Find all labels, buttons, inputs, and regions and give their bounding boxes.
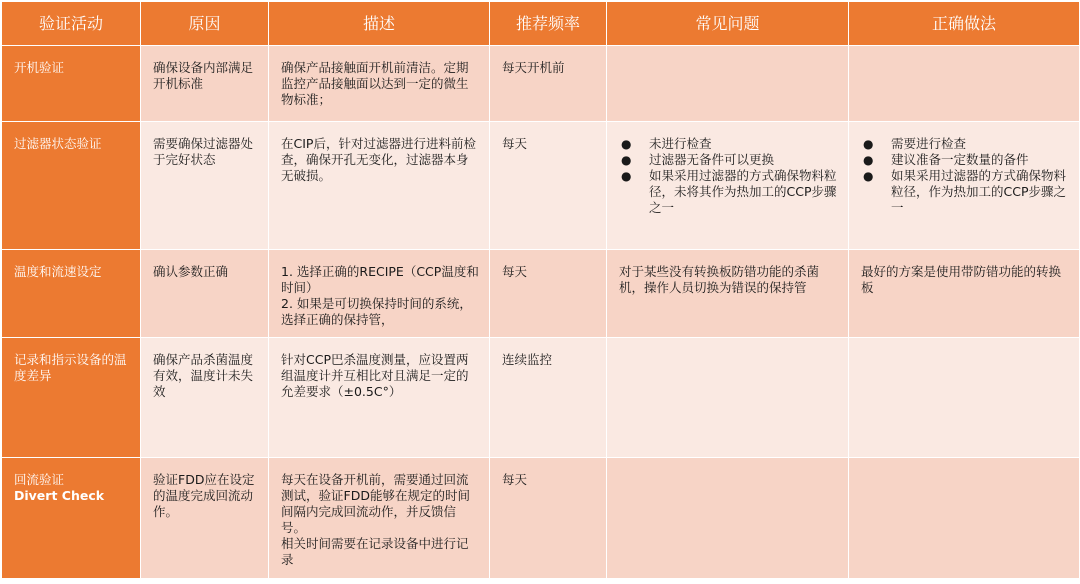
activity-line: Divert Check bbox=[14, 488, 105, 503]
table-row bbox=[2, 46, 1080, 122]
activity-cell bbox=[2, 122, 141, 250]
header-reason: 原因 bbox=[141, 2, 269, 46]
table-row bbox=[2, 122, 1080, 250]
frequency-text: 连续监控 bbox=[502, 352, 553, 367]
issue-item-text: 未进行检查 bbox=[649, 136, 712, 151]
reason-text: 验证FDD应在设定的温度完成回流动作。 bbox=[153, 472, 255, 519]
issue-item-text: 如果采用过滤器的方式确保物料粒径，未将其作为热加工的CCP步骤之一 bbox=[649, 168, 837, 215]
description-line: 2. 如果是可切换保持时间的系统，选择正确的保持管， bbox=[281, 296, 472, 327]
practice-item-text: 需要进行检查 bbox=[891, 136, 967, 151]
issue-text bbox=[607, 458, 848, 472]
frequency-cell bbox=[490, 122, 607, 250]
issue-cell bbox=[607, 122, 849, 250]
description-text: 针对CCP巴杀温度测量，应设置两组温度计并互相比对且满足一定的允差要求（±0.5C°） bbox=[281, 352, 469, 399]
reason-cell bbox=[141, 250, 269, 338]
description-cell bbox=[269, 338, 490, 458]
list-item bbox=[861, 152, 1069, 168]
issue-list bbox=[619, 136, 838, 216]
header-row bbox=[2, 2, 1080, 46]
reason-cell bbox=[141, 338, 269, 458]
activity-cell bbox=[2, 250, 141, 338]
header-frequency: 推荐频率 bbox=[490, 2, 607, 46]
activity-text: 记录和指示设备的温度差异 bbox=[14, 352, 127, 383]
description-cell bbox=[269, 122, 490, 250]
table-row bbox=[2, 338, 1080, 458]
activity-text: 开机验证 bbox=[14, 60, 65, 75]
issue-text bbox=[607, 338, 848, 352]
issue-cell bbox=[607, 338, 849, 458]
practice-cell bbox=[849, 122, 1080, 250]
reason-text: 确保产品杀菌温度有效，温度计未失效 bbox=[153, 352, 254, 399]
bullet-icon: ● bbox=[863, 169, 874, 183]
practice-cell bbox=[849, 46, 1080, 122]
reason-cell bbox=[141, 122, 269, 250]
description-line: 1. 选择正确的RECIPE（CCP温度和时间） bbox=[281, 264, 479, 295]
frequency-cell bbox=[490, 250, 607, 338]
bullet-icon: ● bbox=[621, 137, 632, 151]
activity-line: 回流验证 bbox=[14, 472, 65, 487]
issue-text bbox=[607, 46, 848, 60]
description-text: 确保产品接触面开机前清洁。定期监控产品接触面以达到一定的微生物标准； bbox=[281, 60, 469, 107]
issue-cell bbox=[607, 46, 849, 122]
reason-text: 确保设备内部满足开机标准 bbox=[153, 60, 254, 91]
reason-text: 确认参数正确 bbox=[153, 264, 229, 279]
header-common-issues: 常见问题 bbox=[607, 2, 849, 46]
description-line: 每天在设备开机前，需要通过回流测试，验证FDD能够在规定的时间间隔内完成回流动作，并反馈信号。 bbox=[281, 472, 470, 535]
issue-cell bbox=[607, 250, 849, 338]
header-description: 描述 bbox=[269, 2, 490, 46]
list-item bbox=[861, 136, 1069, 152]
activity-cell bbox=[2, 458, 141, 579]
frequency-text: 每天 bbox=[502, 472, 528, 487]
reason-cell bbox=[141, 458, 269, 579]
bullet-icon: ● bbox=[863, 137, 874, 151]
list-item bbox=[619, 168, 838, 216]
practice-cell bbox=[849, 338, 1080, 458]
frequency-cell bbox=[490, 458, 607, 579]
issue-text: 对于某些没有转换板防错功能的杀菌机，操作人员切换为错误的保持管 bbox=[619, 264, 820, 295]
practice-text: 最好的方案是使用带防错功能的转换板 bbox=[861, 264, 1062, 295]
frequency-cell bbox=[490, 338, 607, 458]
bullet-icon: ● bbox=[621, 169, 632, 183]
activity-text: 温度和流速设定 bbox=[14, 264, 102, 279]
frequency-text: 每天开机前 bbox=[502, 60, 565, 75]
practice-cell bbox=[849, 250, 1080, 338]
activity-text: 过滤器状态验证 bbox=[14, 136, 102, 151]
issue-cell bbox=[607, 458, 849, 579]
frequency-cell bbox=[490, 46, 607, 122]
issue-item-text: 过滤器无备件可以更换 bbox=[649, 152, 775, 167]
practice-list bbox=[861, 136, 1069, 216]
description-cell bbox=[269, 250, 490, 338]
reason-text: 需要确保过滤器处于完好状态 bbox=[153, 136, 254, 167]
description-cell bbox=[269, 46, 490, 122]
frequency-text: 每天 bbox=[502, 264, 528, 279]
header-correct-practice: 正确做法 bbox=[849, 2, 1080, 46]
table-row bbox=[2, 458, 1080, 579]
frequency-text: 每天 bbox=[502, 136, 528, 151]
practice-text bbox=[849, 46, 1079, 60]
practice-text bbox=[849, 458, 1079, 472]
practice-text bbox=[849, 338, 1079, 352]
verification-table bbox=[1, 1, 1080, 579]
list-item bbox=[619, 152, 838, 168]
header-activity: 验证活动 bbox=[2, 2, 141, 46]
practice-cell bbox=[849, 458, 1080, 579]
description-text: 在CIP后，针对过滤器进行进料前检查，确保开孔无变化，过滤器本身无破损。 bbox=[281, 136, 476, 183]
activity-cell bbox=[2, 46, 141, 122]
activity-cell bbox=[2, 338, 141, 458]
bullet-icon: ● bbox=[863, 153, 874, 167]
description-line: 相关时间需要在记录设备中进行记录 bbox=[281, 536, 469, 567]
bullet-icon: ● bbox=[621, 153, 632, 167]
list-item bbox=[861, 168, 1069, 216]
list-item bbox=[619, 136, 838, 152]
description-cell bbox=[269, 458, 490, 579]
reason-cell bbox=[141, 46, 269, 122]
practice-item-text: 建议准备一定数量的备件 bbox=[891, 152, 1029, 167]
practice-item-text: 如果采用过滤器的方式确保物料粒径，作为热加工的CCP步骤之一 bbox=[891, 168, 1067, 215]
table-row bbox=[2, 250, 1080, 338]
